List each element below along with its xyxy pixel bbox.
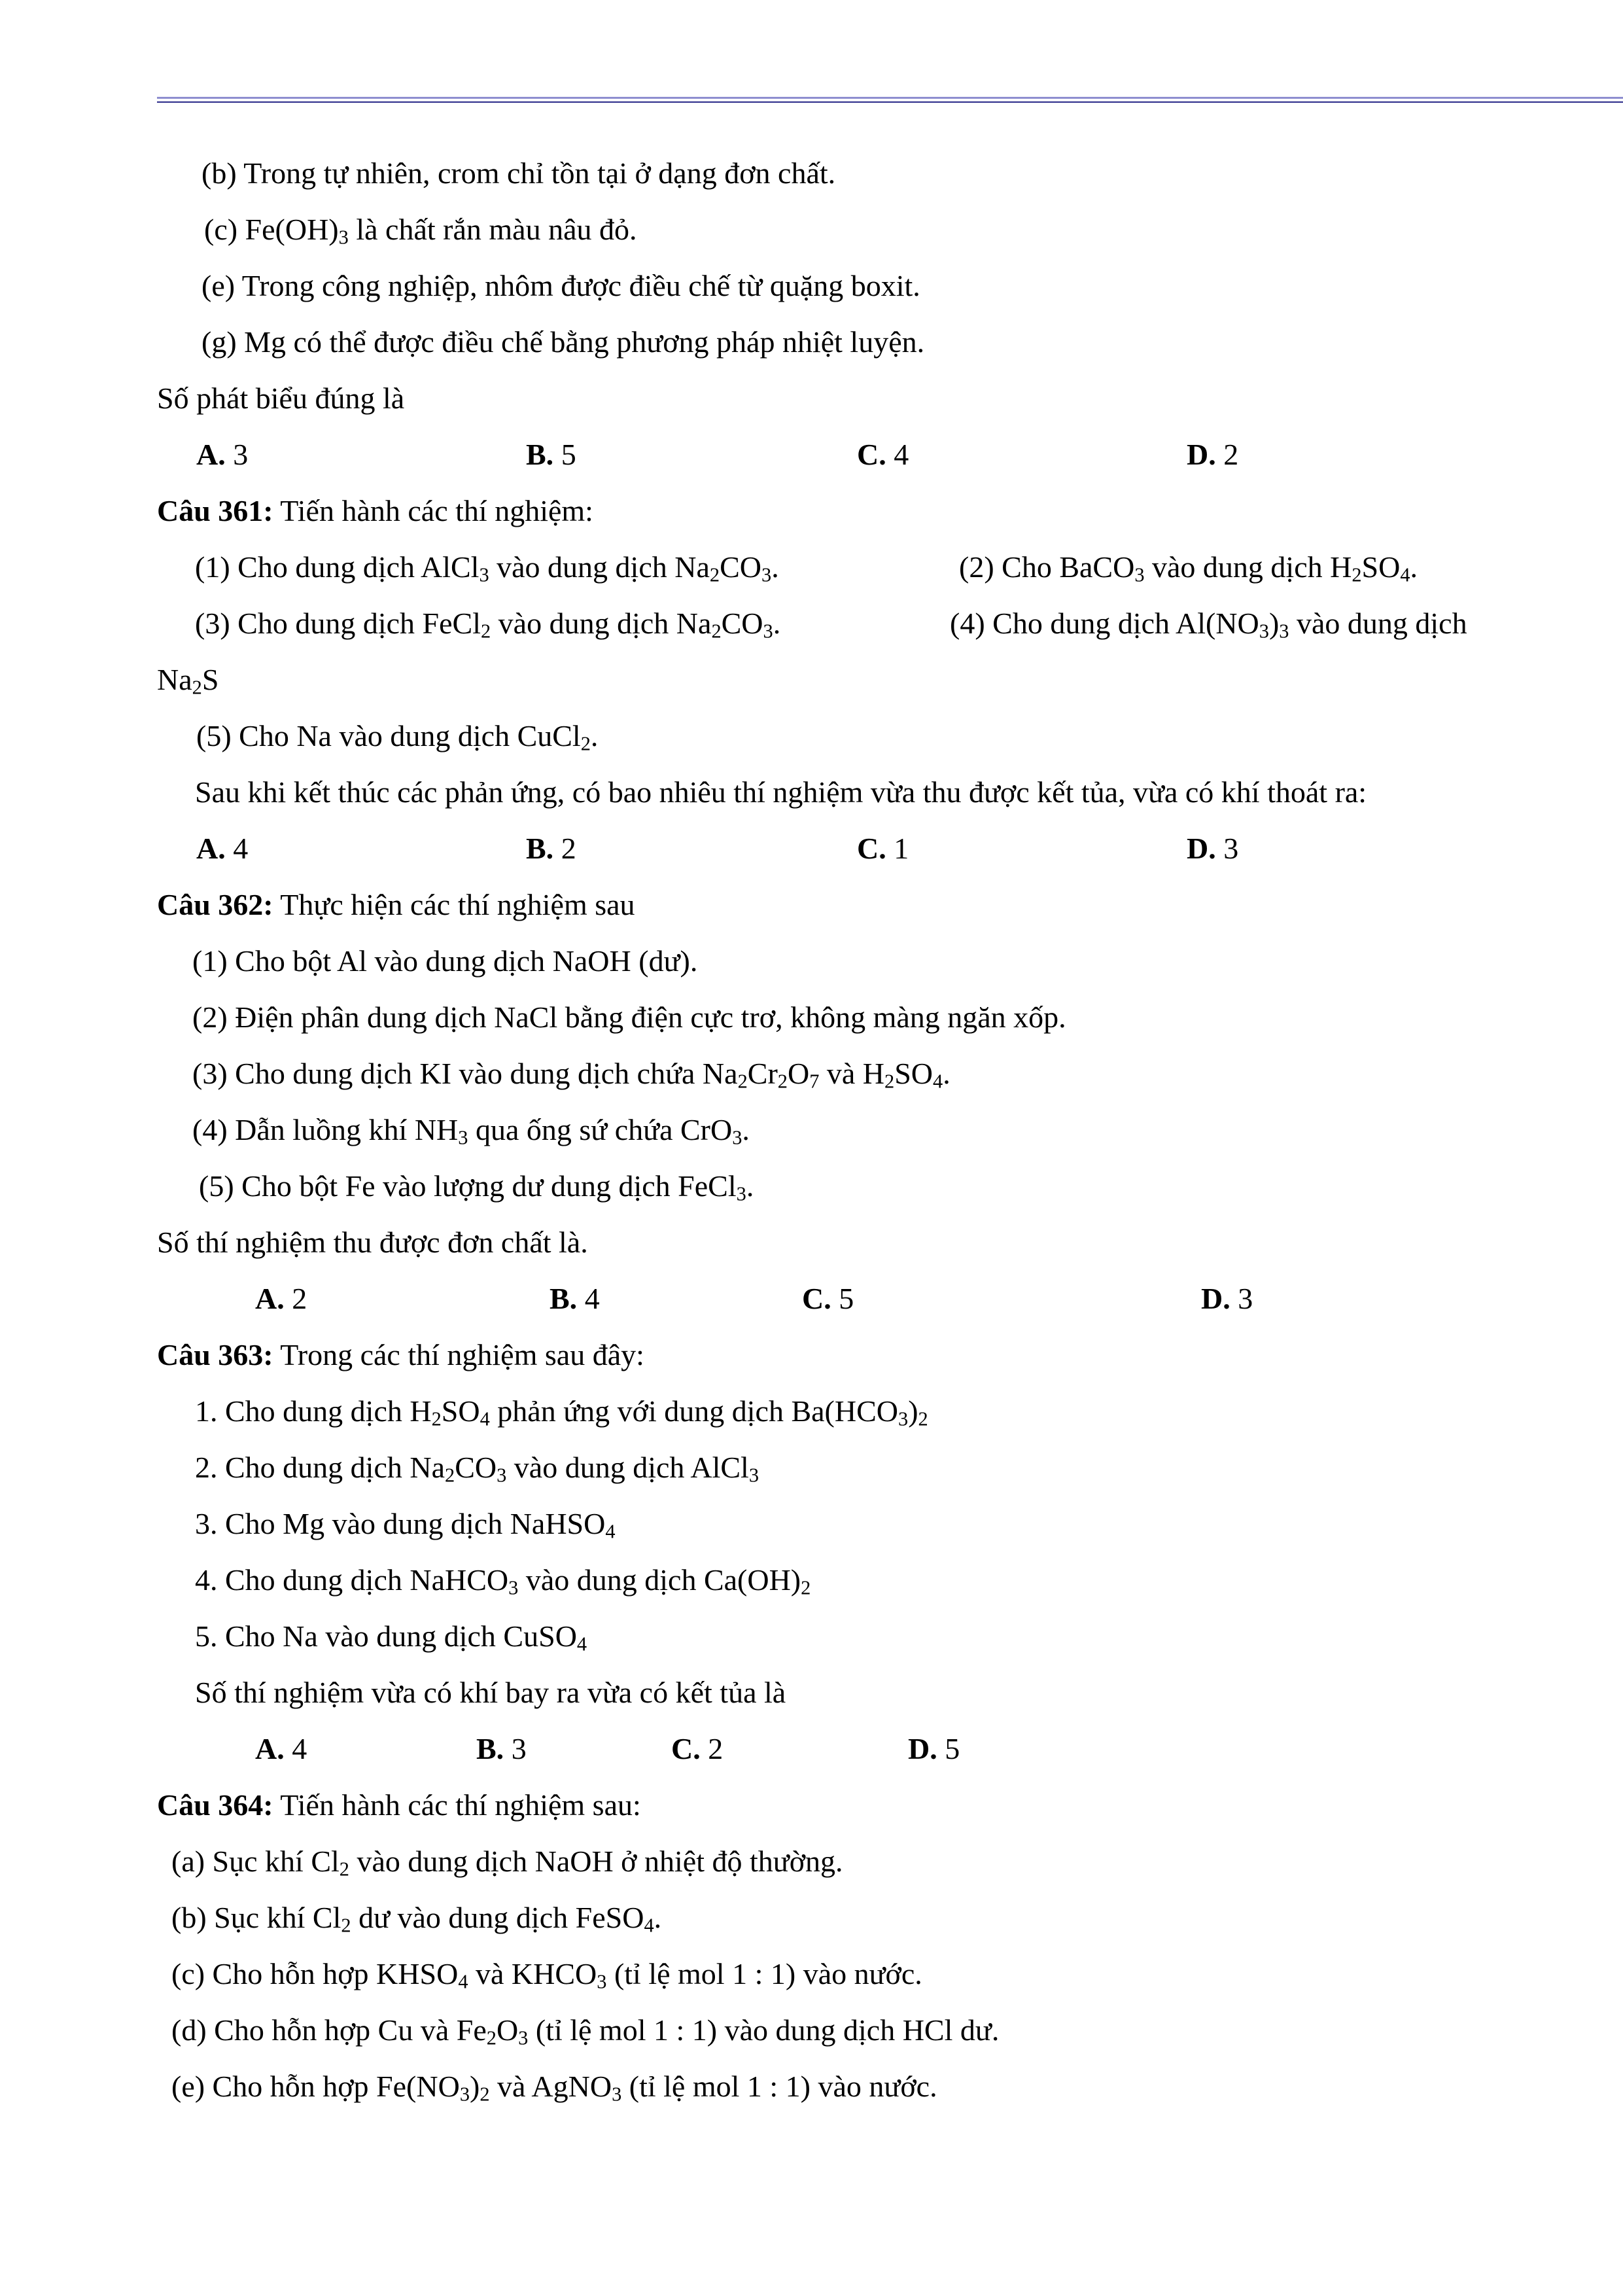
q364-exp-e: (e) Cho hỗn hợp $Fe(NO_3)_2$ và AgNO$_3$ (tỉ lệ mol 1 : 1) vào nước. <box>171 2070 937 2106</box>
q363-exp-4: 4. Cho dung dịch NaHCO$_3$ vào dung dịch $Ca(OH)_2$ <box>195 1563 811 1599</box>
q362-exp-3: (3) Cho dung dịch KI vào dung dịch chứa $Na_2Cr_2O_7$ và $H_2SO_4$. <box>192 1057 951 1093</box>
q362-option-b: B. 4 <box>550 1282 600 1315</box>
q361-exp-5: (5) Cho Na vào dung dịch CuCl$_2$. <box>196 719 599 755</box>
option-b: B. 5 <box>526 438 576 471</box>
q363-exp-5: 5. Cho Na vào dung dịch CuSO$_4$ <box>195 1619 587 1655</box>
statement-b: (b) Trong tự nhiên, crom chỉ tồn tại ở dạng đơn chất. <box>201 156 836 190</box>
q361-option-c: C. 1 <box>857 832 909 865</box>
q362-exp-2: (2) Điện phân dung dịch NaCl bằng điện cực trơ, không màng ngăn xốp. <box>192 1000 1066 1034</box>
q361-exp-4: (4) Cho dung dịch $Al(NO_3)_3$ vào dung dịch <box>950 607 1467 643</box>
option-c: C. 4 <box>857 438 909 471</box>
q364-exp-b: (b) Sục khí $Cl_2$ dư vào dung dịch FeSO$_4$. <box>171 1901 662 1937</box>
q364-exp-c: (c) Cho hỗn hợp $KHSO_4$ và $KHCO_3$ (tỉ lệ mol 1 : 1) vào nước. <box>171 1957 922 1993</box>
q363-option-b: B. 3 <box>476 1732 527 1765</box>
q363-option-c: C. 2 <box>671 1732 724 1765</box>
q361-heading: Câu 361: Tiến hành các thí nghiệm: <box>157 494 593 527</box>
q362-exp-5: (5) Cho bột Fe vào lượng dư dung dịch FeCl$_3$. <box>199 1169 754 1205</box>
q363-heading: Câu 363: Trong các thí nghiệm sau đây: <box>157 1338 644 1371</box>
q361-option-d: D. 3 <box>1187 832 1239 865</box>
q363-question: Số thí nghiệm vừa có khí bay ra vừa có kết tủa là <box>195 1676 786 1709</box>
option-a: A. 3 <box>196 438 249 471</box>
q363-exp-1: 1. Cho dung dịch $H_2SO_4$ phản ứng với dung dịch $Ba(HCO_3)_2$ <box>195 1394 928 1430</box>
option-d: D. 2 <box>1187 438 1239 471</box>
q363-option-a: A. 4 <box>255 1732 307 1765</box>
q361-exp-4-cont: $Na_2S$ <box>157 663 219 699</box>
statement-g: (g) Mg có thể được điều chế bằng phương pháp nhiệt luyện. <box>201 325 925 359</box>
q361-exp-3: (3) Cho dung dịch FeCl$_2$ vào dung dịch $Na_2CO_3$. <box>195 607 781 643</box>
q362-exp-1: (1) Cho bột Al vào dung dịch NaOH (dư). <box>192 944 698 978</box>
q362-option-d: D. 3 <box>1201 1282 1253 1315</box>
header-rule-light <box>157 97 1623 99</box>
statement-e: (e) Trong công nghiệp, nhôm được điều chế từ quặng boxit. <box>201 269 920 302</box>
statement-c: (c) $Fe(OH)_3$ là chất rắn màu nâu đỏ. <box>204 213 637 249</box>
q362-option-c: C. 5 <box>802 1282 854 1315</box>
q361-option-a: A. 4 <box>196 832 249 865</box>
header-rule-dark <box>157 101 1623 103</box>
q362-heading: Câu 362: Thực hiện các thí nghiệm sau <box>157 888 635 921</box>
q362-exp-4: (4) Dẫn luồng khí $NH_3$ qua ống sứ chứa CrO$_3$. <box>192 1113 750 1149</box>
q362-question: Số thí nghiệm thu được đơn chất là. <box>157 1226 588 1259</box>
q361-option-b: B. 2 <box>526 832 576 865</box>
q364-heading: Câu 364: Tiến hành các thí nghiệm sau: <box>157 1788 641 1822</box>
q361-question: Sau khi kết thúc các phản ứng, có bao nhiêu thí nghiệm vừa thu được kết tủa, vừa có khí thoát ra: <box>195 775 1367 809</box>
q363-option-d: D. 5 <box>908 1732 960 1765</box>
q363-exp-3: 3. Cho Mg vào dung dịch NaHSO$_4$ <box>195 1507 616 1543</box>
q361-exp-2: (2) Cho BaCO$_3$ vào dung dịch $H_2SO_4$. <box>959 550 1418 586</box>
q363-exp-2: 2. Cho dung dịch $Na_2CO_3$ vào dung dịch AlCl$_3$ <box>195 1451 759 1487</box>
q362-option-a: A. 2 <box>255 1282 307 1315</box>
q364-exp-a: (a) Sục khí $Cl_2$ vào dung dịch NaOH ở nhiệt độ thường. <box>171 1845 843 1881</box>
question-text: Số phát biểu đúng là <box>157 381 405 415</box>
q361-exp-1: (1) Cho dung dịch AlCl$_3$ vào dung dịch $Na_2CO_3$. <box>195 550 779 586</box>
q364-exp-d: (d) Cho hỗn hợp Cu và $Fe_2O_3$ (tỉ lệ mol 1 : 1) vào dung dịch HCl dư. <box>171 2013 1000 2049</box>
